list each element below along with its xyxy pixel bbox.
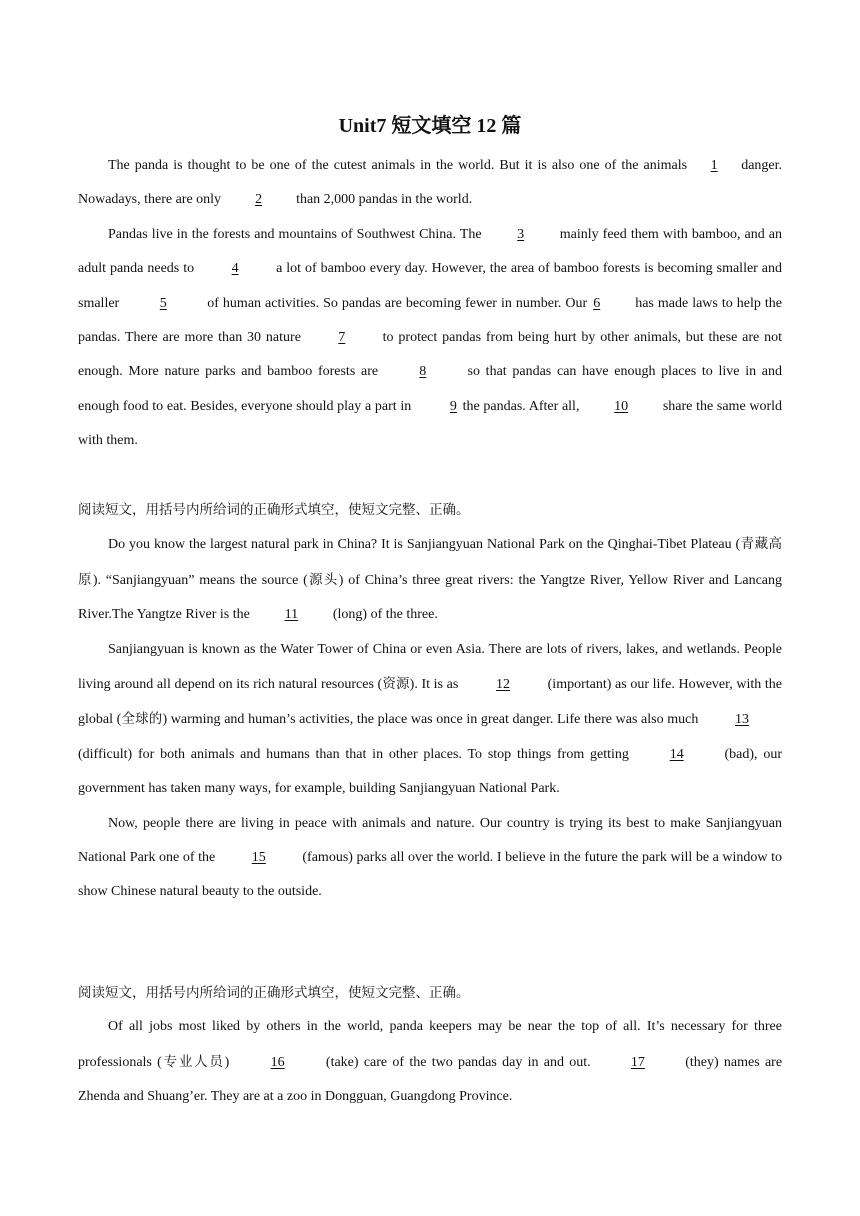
text-run: (famous) parks all over the world. I believe in the future the park will be a window to show Chinese natural beauty to the outside. xyxy=(78,850,783,900)
blank-6: 6 xyxy=(593,295,601,311)
paragraph xyxy=(78,633,782,807)
blank-10: 10 xyxy=(614,398,629,414)
text-run: (bad), our government has taken many ways, for example, building Sanjiangyuan National Park. xyxy=(78,746,783,797)
text-run: ). “Sanjiangyuan” means the source ( xyxy=(92,572,308,588)
chinese-gloss: 资源 xyxy=(382,676,410,693)
text-run: ) warming and human’s activities, the place was once in great danger. Life there was also much xyxy=(162,712,699,728)
chinese-gloss: 专业人员 xyxy=(161,1053,225,1070)
blank-4: 4 xyxy=(231,261,239,277)
passage-3 xyxy=(78,976,782,1115)
chinese-gloss: 全球的 xyxy=(121,711,163,728)
text-run: (long) of the three. xyxy=(332,607,438,623)
paragraph xyxy=(78,1010,782,1114)
blank-13: 13 xyxy=(735,712,750,728)
text-run: mainly feed them with bamboo, and an adult panda needs to xyxy=(78,226,782,277)
passage-2 xyxy=(78,493,782,910)
text-run: Now, people there are living in peace with animals and nature. Our country is trying its best to make Sanjiangyuan National Park one of the xyxy=(78,815,782,866)
paragraph xyxy=(78,218,782,459)
text-run: danger. Nowadays, there are only xyxy=(78,158,783,208)
text-run: to protect pandas from being hurt by other animals, but these are not enough. More nature parks and bamboo forests are xyxy=(78,330,783,380)
chinese-gloss: 源头 xyxy=(307,571,339,588)
text-run: ). It is as xyxy=(409,677,459,693)
blank-12: 12 xyxy=(495,677,510,693)
text-run: Do you know the largest natural park in China? It is Sanjiangyuan National Park on the Qinghai-Tibet Plateau ( xyxy=(108,537,741,553)
blank-2: 2 xyxy=(255,192,263,208)
text-run: (they) names are Zhenda and Shuang’er. They are at a zoo in Dongguan, Guangdong Province. xyxy=(78,1054,783,1105)
blank-5: 5 xyxy=(159,295,167,311)
text-run: (difficult) for both animals and humans than that in other places. To stop things from getting xyxy=(78,746,629,762)
paragraph xyxy=(78,807,782,910)
text-run: ) of China’s three great rivers: the Yangtze River, Yellow River and Lancang River.The Yangtze River is the xyxy=(78,572,783,623)
text-run: ) xyxy=(224,1054,230,1070)
text-run: The panda is thought to be one of the cutest animals in the world. But it is also one of the animals xyxy=(108,158,688,173)
text-run: has made laws to help the pandas. There are more than 30 nature xyxy=(78,295,783,346)
text-run: Pandas live in the forests and mountains of Southwest China. The xyxy=(108,226,482,242)
instruction: 阅读短文，用括号内所给词的正确形式填空，使短文完整、正确。 xyxy=(78,985,470,1001)
blank-17: 17 xyxy=(630,1054,645,1070)
text-run: so that pandas can have enough places to live in and enough food to eat. Besides, everyone should play a part in xyxy=(78,364,783,414)
text-run: Of all jobs most liked by others in the world, panda keepers may be near the top of all. It’s necessary for three professionals ( xyxy=(78,1019,782,1070)
passage-1 xyxy=(78,149,782,459)
text-run: (take) care of the two pandas day in and out. xyxy=(325,1054,591,1070)
blank-14: 14 xyxy=(669,746,684,762)
blank-16: 16 xyxy=(270,1054,285,1070)
chinese-gloss: 青藏高原 xyxy=(78,536,782,588)
blank-7: 7 xyxy=(338,330,346,346)
text-run: (important) as our life. However, with the global ( xyxy=(78,677,783,728)
blank-1: 1 xyxy=(710,158,718,173)
page-title: Unit7 短文填空 12 篇 xyxy=(338,115,522,137)
paragraph xyxy=(78,527,782,632)
blank-15: 15 xyxy=(251,850,266,866)
text-run: a lot of bamboo every day. However, the area of bamboo forests is becoming smaller and smaller xyxy=(78,261,783,311)
paragraph xyxy=(78,149,782,218)
blank-8: 8 xyxy=(419,364,427,380)
text-run: the pandas. After all, xyxy=(462,398,580,414)
instruction: 阅读短文，用括号内所给词的正确形式填空，使短文完整、正确。 xyxy=(78,502,470,518)
blank-11: 11 xyxy=(284,607,299,623)
text-run: share the same world with them. xyxy=(78,398,783,449)
text-run: than 2,000 pandas in the world. xyxy=(296,192,473,208)
blank-3: 3 xyxy=(517,226,525,242)
text-run: Sanjiangyuan is known as the Water Tower of China or even Asia. There are lots of rivers, lakes, and wetlands. People living around all depend on its rich natural resources ( xyxy=(78,641,782,693)
text-run: of human activities. So pandas are becoming fewer in number. Our xyxy=(207,295,588,311)
blank-9: 9 xyxy=(449,398,457,414)
